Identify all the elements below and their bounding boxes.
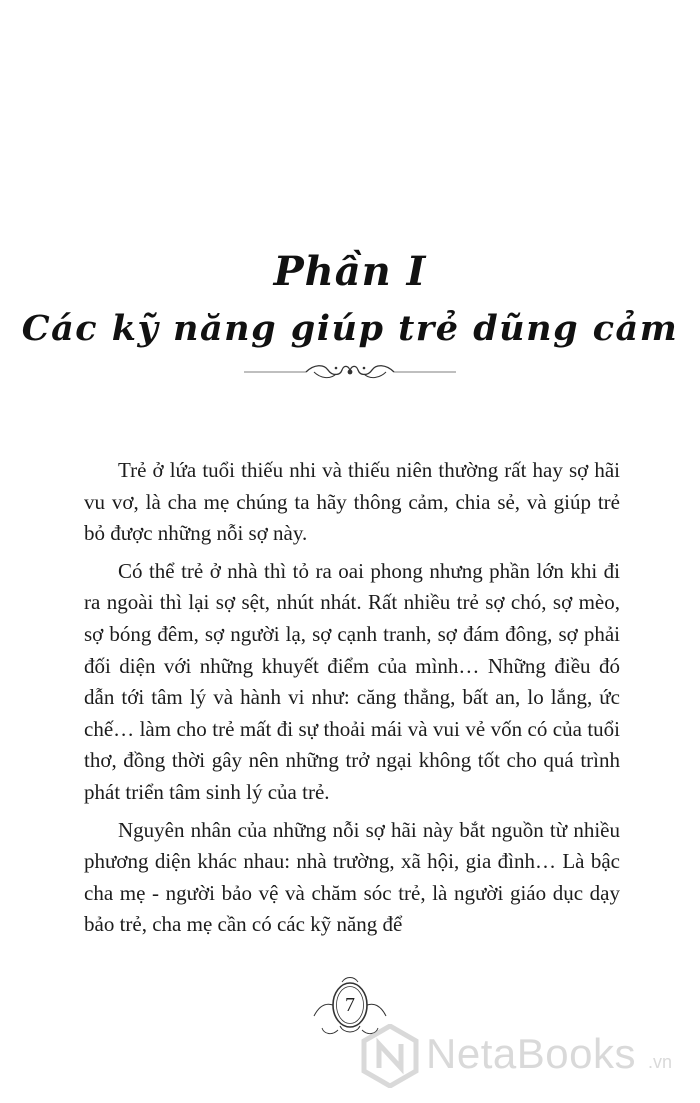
paragraph: Trẻ ở lứa tuổi thiếu nhi và thiếu niên thường rất hay sợ hãi vu vơ, là cha mẹ chúng ta hãy thông cảm, chia sẻ, và giúp trẻ bỏ được những nỗi sợ này. <box>84 458 620 546</box>
body-text <box>84 455 620 947</box>
ornament-divider-icon <box>244 358 456 386</box>
paragraph: Nguyên nhân của những nỗi sợ hãi này bắt nguồn từ nhiều phương diện khác nhau: nhà trường, xã hội, gia đình… Là bậc cha mẹ - người bảo vệ và chăm sóc trẻ, là người giáo dục dạy bảo trẻ, cha mẹ cần có các kỹ năng để <box>84 817 620 937</box>
watermark <box>360 1022 690 1092</box>
paragraph: Có thể trẻ ở nhà thì tỏ ra oai phong nhưng phần lớn khi đi ra ngoài thì lại sợ sệt, nhút nhát. Rất nhiều trẻ sợ chó, sợ mèo, sợ bóng đêm, sợ người lạ, sợ cạnh tranh, sợ đám đông, sợ phải đối diện với những khuyết điểm của mình… Những điều đó dẫn tới tâm lý và hành vi như: căng thẳng, bất an, lo lắng, ức chế… làm cho trẻ mất đi sự thoải mái và vui vẻ vốn có của tuổi thơ, đồng thời gây nên những trở ngại không tốt cho quá trình phát triển tâm sinh lý của trẻ. <box>84 558 620 804</box>
watermark-brand: NetaBooks <box>426 1030 636 1077</box>
netabooks-logo-icon <box>360 1024 420 1088</box>
watermark-suffix: .vn <box>648 1052 673 1072</box>
page-number: 7 <box>345 994 355 1016</box>
chapter-title: Các kỹ năng giúp trẻ dũng cảm <box>21 308 679 349</box>
part-title: Phần I <box>273 248 427 295</box>
